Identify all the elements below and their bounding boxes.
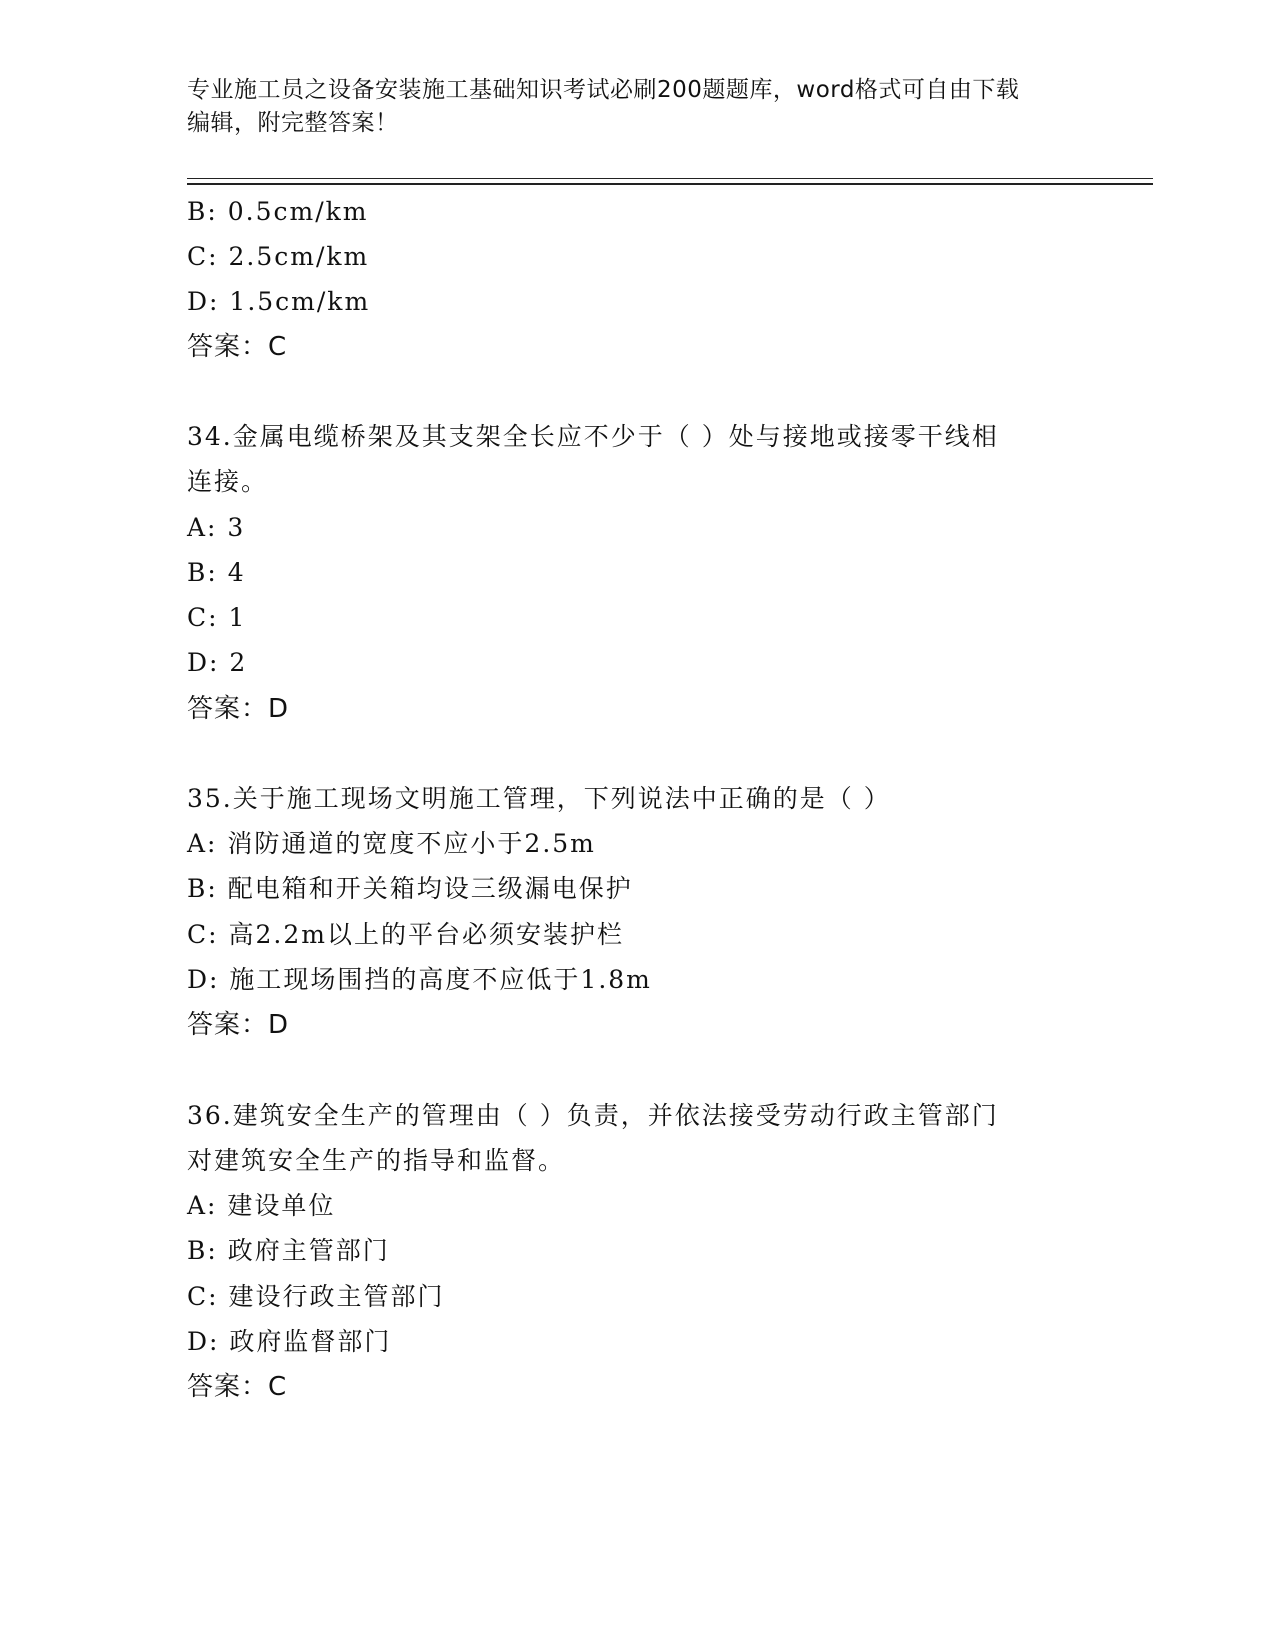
header-title-line-2: 编辑，附完整答案！ bbox=[187, 110, 399, 136]
q36-option-a: A: 建设单位 bbox=[187, 1191, 336, 1220]
q36-option-b: B: 政府主管部门 bbox=[187, 1236, 390, 1265]
q35-option-d: D: 施工现场围挡的高度不应低于1.8m bbox=[187, 965, 652, 994]
q35-option-c: C: 高2.2m以上的平台必须安装护栏 bbox=[187, 920, 624, 949]
q35-option-a: A: 消防通道的宽度不应小于2.5m bbox=[187, 829, 596, 858]
q33-answer: 答案：C bbox=[187, 332, 288, 362]
q34-option-a: A: 3 bbox=[187, 513, 246, 542]
q36-answer: 答案：C bbox=[187, 1372, 288, 1402]
q36-option-d: D: 政府监督部门 bbox=[187, 1327, 392, 1356]
q34-option-c: C: 1 bbox=[187, 603, 247, 632]
q34-question-line-1: 34.金属电缆桥架及其支架全长应不少于（ ）处与接地或接零干线相 bbox=[187, 422, 999, 451]
document-header bbox=[187, 74, 1067, 140]
q34-question-line-2: 连接。 bbox=[187, 467, 269, 496]
q34-answer: 答案：D bbox=[187, 694, 290, 724]
q35-answer: 答案：D bbox=[187, 1010, 290, 1040]
q36-question-line-1: 36.建筑安全生产的管理由（ ）负责，并依法接受劳动行政主管部门 bbox=[187, 1101, 999, 1130]
q34-option-d: D: 2 bbox=[187, 648, 248, 677]
q33-option-d: D: 1.5cm/km bbox=[187, 287, 371, 316]
q34-option-b: B: 4 bbox=[187, 558, 246, 587]
header-divider-bottom bbox=[187, 183, 1153, 185]
q35-question-line-1: 35.关于施工现场文明施工管理，下列说法中正确的是（ ） bbox=[187, 784, 891, 813]
header-title-line-1: 专业施工员之设备安装施工基础知识考试必刷200题题库，word格式可自由下载 bbox=[187, 77, 1020, 103]
q33-option-b: B: 0.5cm/km bbox=[187, 197, 369, 226]
header-divider-top bbox=[187, 178, 1153, 179]
q36-option-c: C: 建设行政主管部门 bbox=[187, 1282, 445, 1311]
q33-option-c: C: 2.5cm/km bbox=[187, 242, 370, 271]
q35-option-b: B: 配电箱和开关箱均设三级漏电保护 bbox=[187, 874, 633, 903]
q36-question-line-2: 对建筑安全生产的指导和监督。 bbox=[187, 1146, 566, 1175]
